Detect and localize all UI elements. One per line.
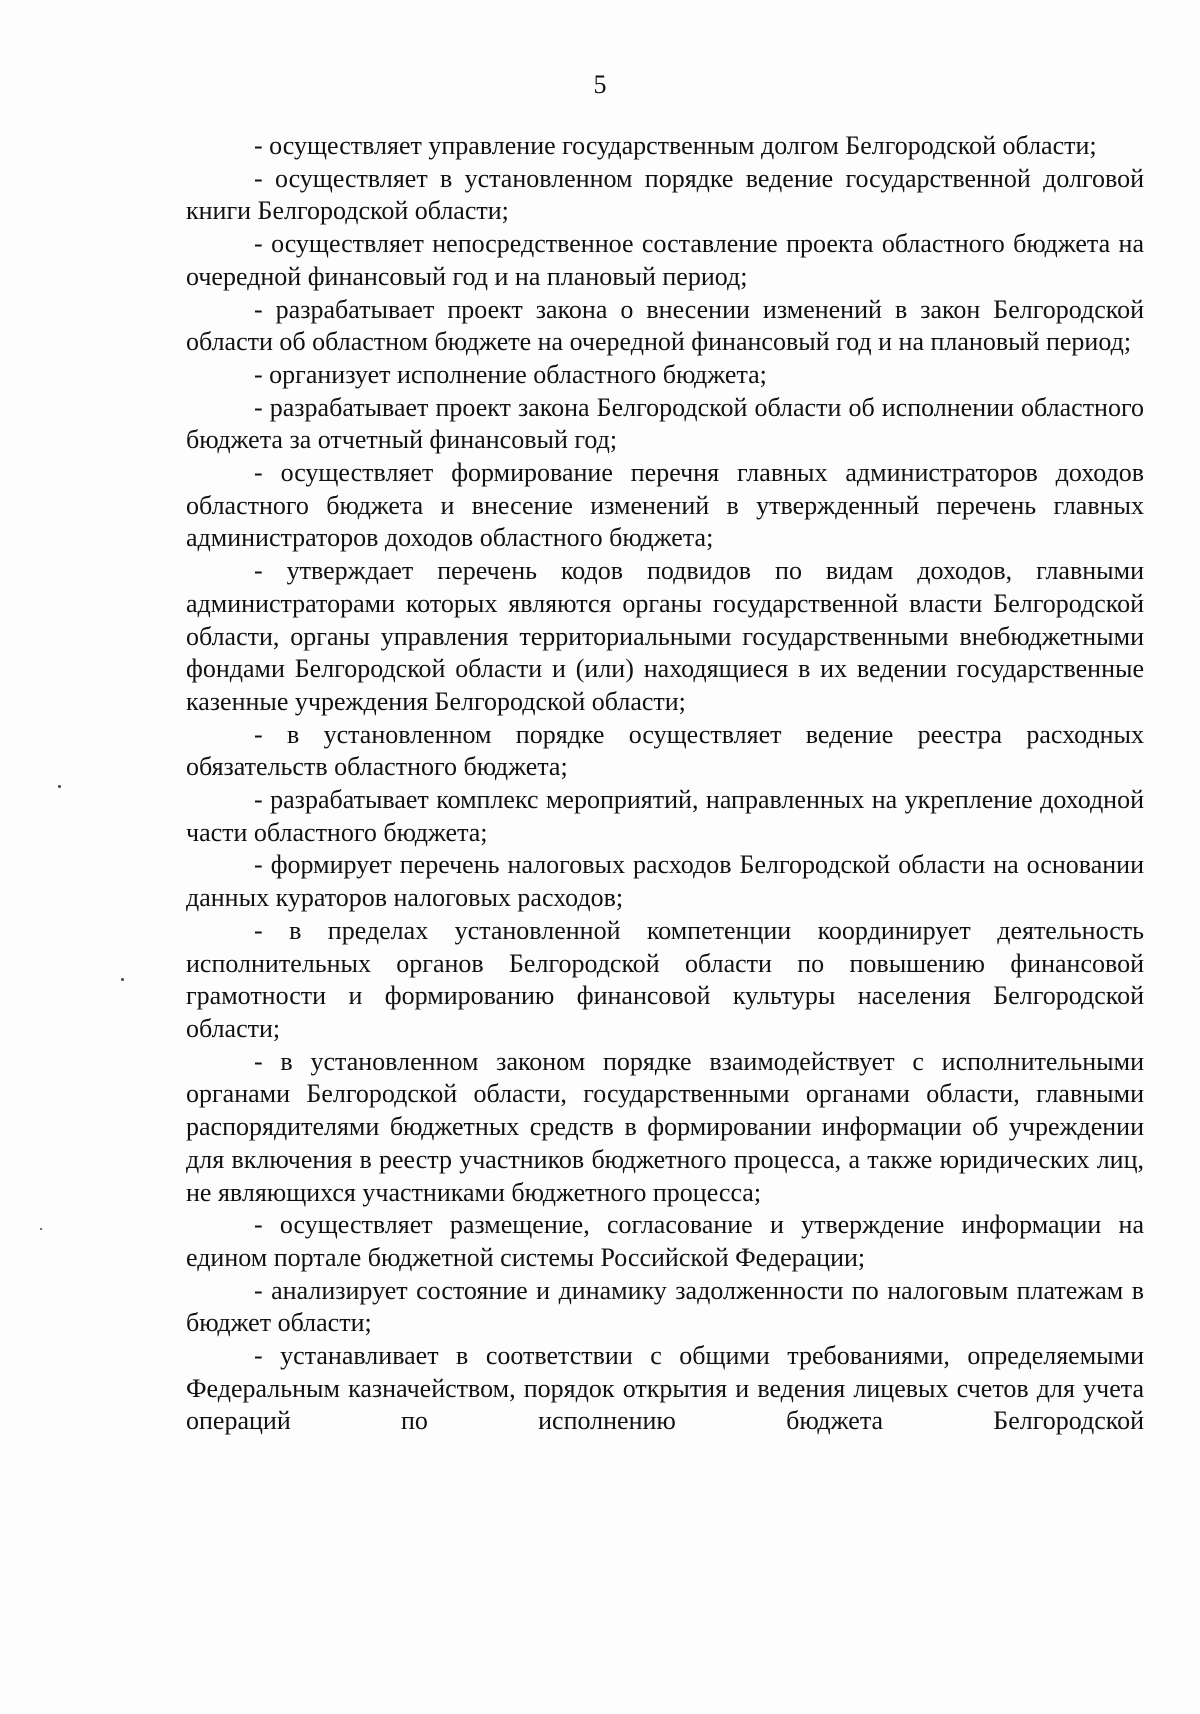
paragraph: - осуществляет непосредственное составление проекта областного бюджета на очередной финансовый год и на плановый период; — [186, 229, 1144, 291]
paragraph: - осуществляет размещение, согласование и утверждение информации на едином портале бюджетной системы Российской Федерации; — [186, 1210, 1144, 1272]
paragraph: - разрабатывает проект закона Белгородской области об исполнении областного бюджета за отчетный финансовый год; — [186, 392, 1144, 455]
paragraph: - разрабатывает проект закона о внесении изменений в закон Белгородской области об областном бюджете на очередной финансовый год и на плановый период; — [186, 294, 1144, 357]
paragraph: - осуществляет управление государственным долгом Белгородской области; — [254, 131, 1097, 160]
paragraph: - осуществляет в установленном порядке ведение государственной долговой книги Белгородской области; — [186, 163, 1144, 226]
paragraph: - анализирует состояние и динамику задолженности по налоговым платежам в бюджет области; — [186, 1275, 1144, 1338]
scan-speck — [40, 1228, 42, 1230]
paragraph: - осуществляет формирование перечня главных администраторов доходов областного бюджета и внесение изменений в утвержденный перечень главных администраторов доходов областного бюджета; — [186, 458, 1144, 553]
paragraph: - организует исполнение областного бюджета; — [254, 359, 767, 389]
scan-speck — [121, 978, 124, 981]
document-body — [186, 130, 1144, 1438]
paragraph: - разрабатывает комплекс мероприятий, направленных на укрепление доходной части областного бюджета; — [186, 785, 1144, 847]
paragraph: - в пределах установленной компетенции координирует деятельность исполнительных органов Белгородской области по повышению финансовой грамотности и формированию финансовой культуры населения Белгородской области; — [186, 915, 1144, 1043]
paragraph: - утверждает перечень кодов подвидов по видам доходов, главными администраторами которых являются органы государственной власти Белгородской области, органы управления территориальными государственными внебюджетными фондами Белгородской области и (или) находящиеся в их ведении государственные казенные учреждения Белгородской области; — [186, 556, 1144, 716]
paragraph: - формирует перечень налоговых расходов Белгородской области на основании данных кураторов налоговых расходов; — [186, 850, 1144, 913]
scan-speck — [58, 785, 61, 788]
paragraph: - в установленном законом порядке взаимодействует с исполнительными органами Белгородской области, государственными органами области, главными распорядителями бюджетных средств в формировании информации об учреждении для включения в реестр участников бюджетного процесса, а также юридических лиц, не являющихся участниками бюджетного процесса; — [186, 1046, 1144, 1207]
paragraph: - в установленном порядке осуществляет ведение реестра расходных обязательств областного бюджета; — [186, 719, 1144, 782]
paragraph: - устанавливает в соответствии с общими требованиями, определяемыми Федеральным казначейством, порядок открытия и ведения лицевых счетов для учета операций по исполнению бюджета Белгородской — [186, 1341, 1144, 1436]
page-number: 5 — [593, 70, 607, 99]
